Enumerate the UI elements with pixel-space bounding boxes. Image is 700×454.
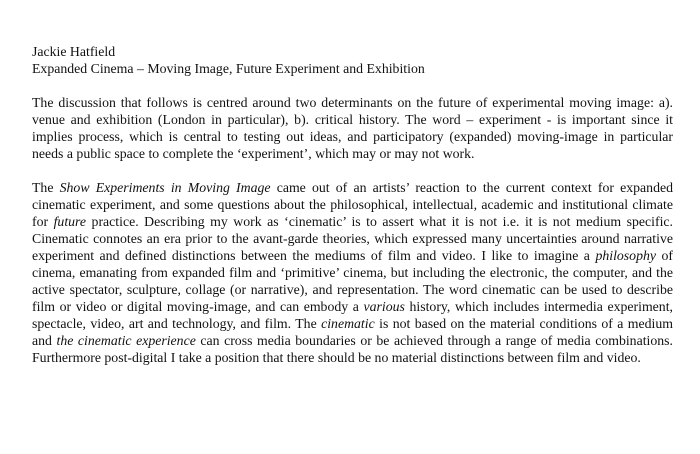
paragraph-body <box>32 179 673 366</box>
text-run: of cinema, emanating from expanded film and ‘primitive’ cinema, but including the electronic, the computer, and the active spectator, sculpture, collage (or narrative), and representation. The word cinematic can be used to describe film or video or digital moving-image, and can embody a <box>32 248 673 314</box>
text-run: came out of an artists’ reaction to the current context for expanded cinematic experiment, and some questions about the philosophical, intellectual, academic and institutional climate for <box>32 180 673 229</box>
text-run: is not based on the material conditions of a medium and <box>32 316 674 348</box>
text-run: practice. Describing my work as ‘cinematic’ is to assert what it is not i.e. it is not medium specific. Cinematic connotes an era prior to the avant-garde theories, which expressed many uncertainties around narrative experiment and defined distinctions between the mediums of film and video. I like to imagine a <box>32 214 673 263</box>
paragraph-intro: The discussion that follows is centred around two determinants on the future of experimental moving image: a). venue and exhibition (London in particular), b). critical history. The word – experiment - is important since it implies process, which is central to testing out ideas, and participatory (expanded) moving-image in particular needs a public space to complete the ‘experiment’, which may or may not work. <box>32 95 673 161</box>
document-title: Expanded Cinema – Moving Image, Future Experiment and Exhibition <box>32 61 425 76</box>
italic-run: Show Experiments in Moving Image <box>59 180 271 195</box>
author-name: Jackie Hatfield <box>32 44 116 59</box>
italic-run: philosophy <box>595 248 656 263</box>
italic-run: cinematic <box>321 316 375 331</box>
italic-run: the cinematic experience <box>56 333 196 348</box>
italic-run: various <box>363 299 405 314</box>
text-run: can cross media boundaries or be achieved through a range of media combinations. Furthermore post-digital I take a position that there should be no material distinctions between film and video. <box>32 333 673 365</box>
text-run: history, which includes intermedia experiment, spectacle, video, art and technology, and film. The <box>32 299 673 331</box>
italic-run: future <box>53 214 87 229</box>
document-page <box>32 43 673 366</box>
text-run: The <box>32 180 60 195</box>
